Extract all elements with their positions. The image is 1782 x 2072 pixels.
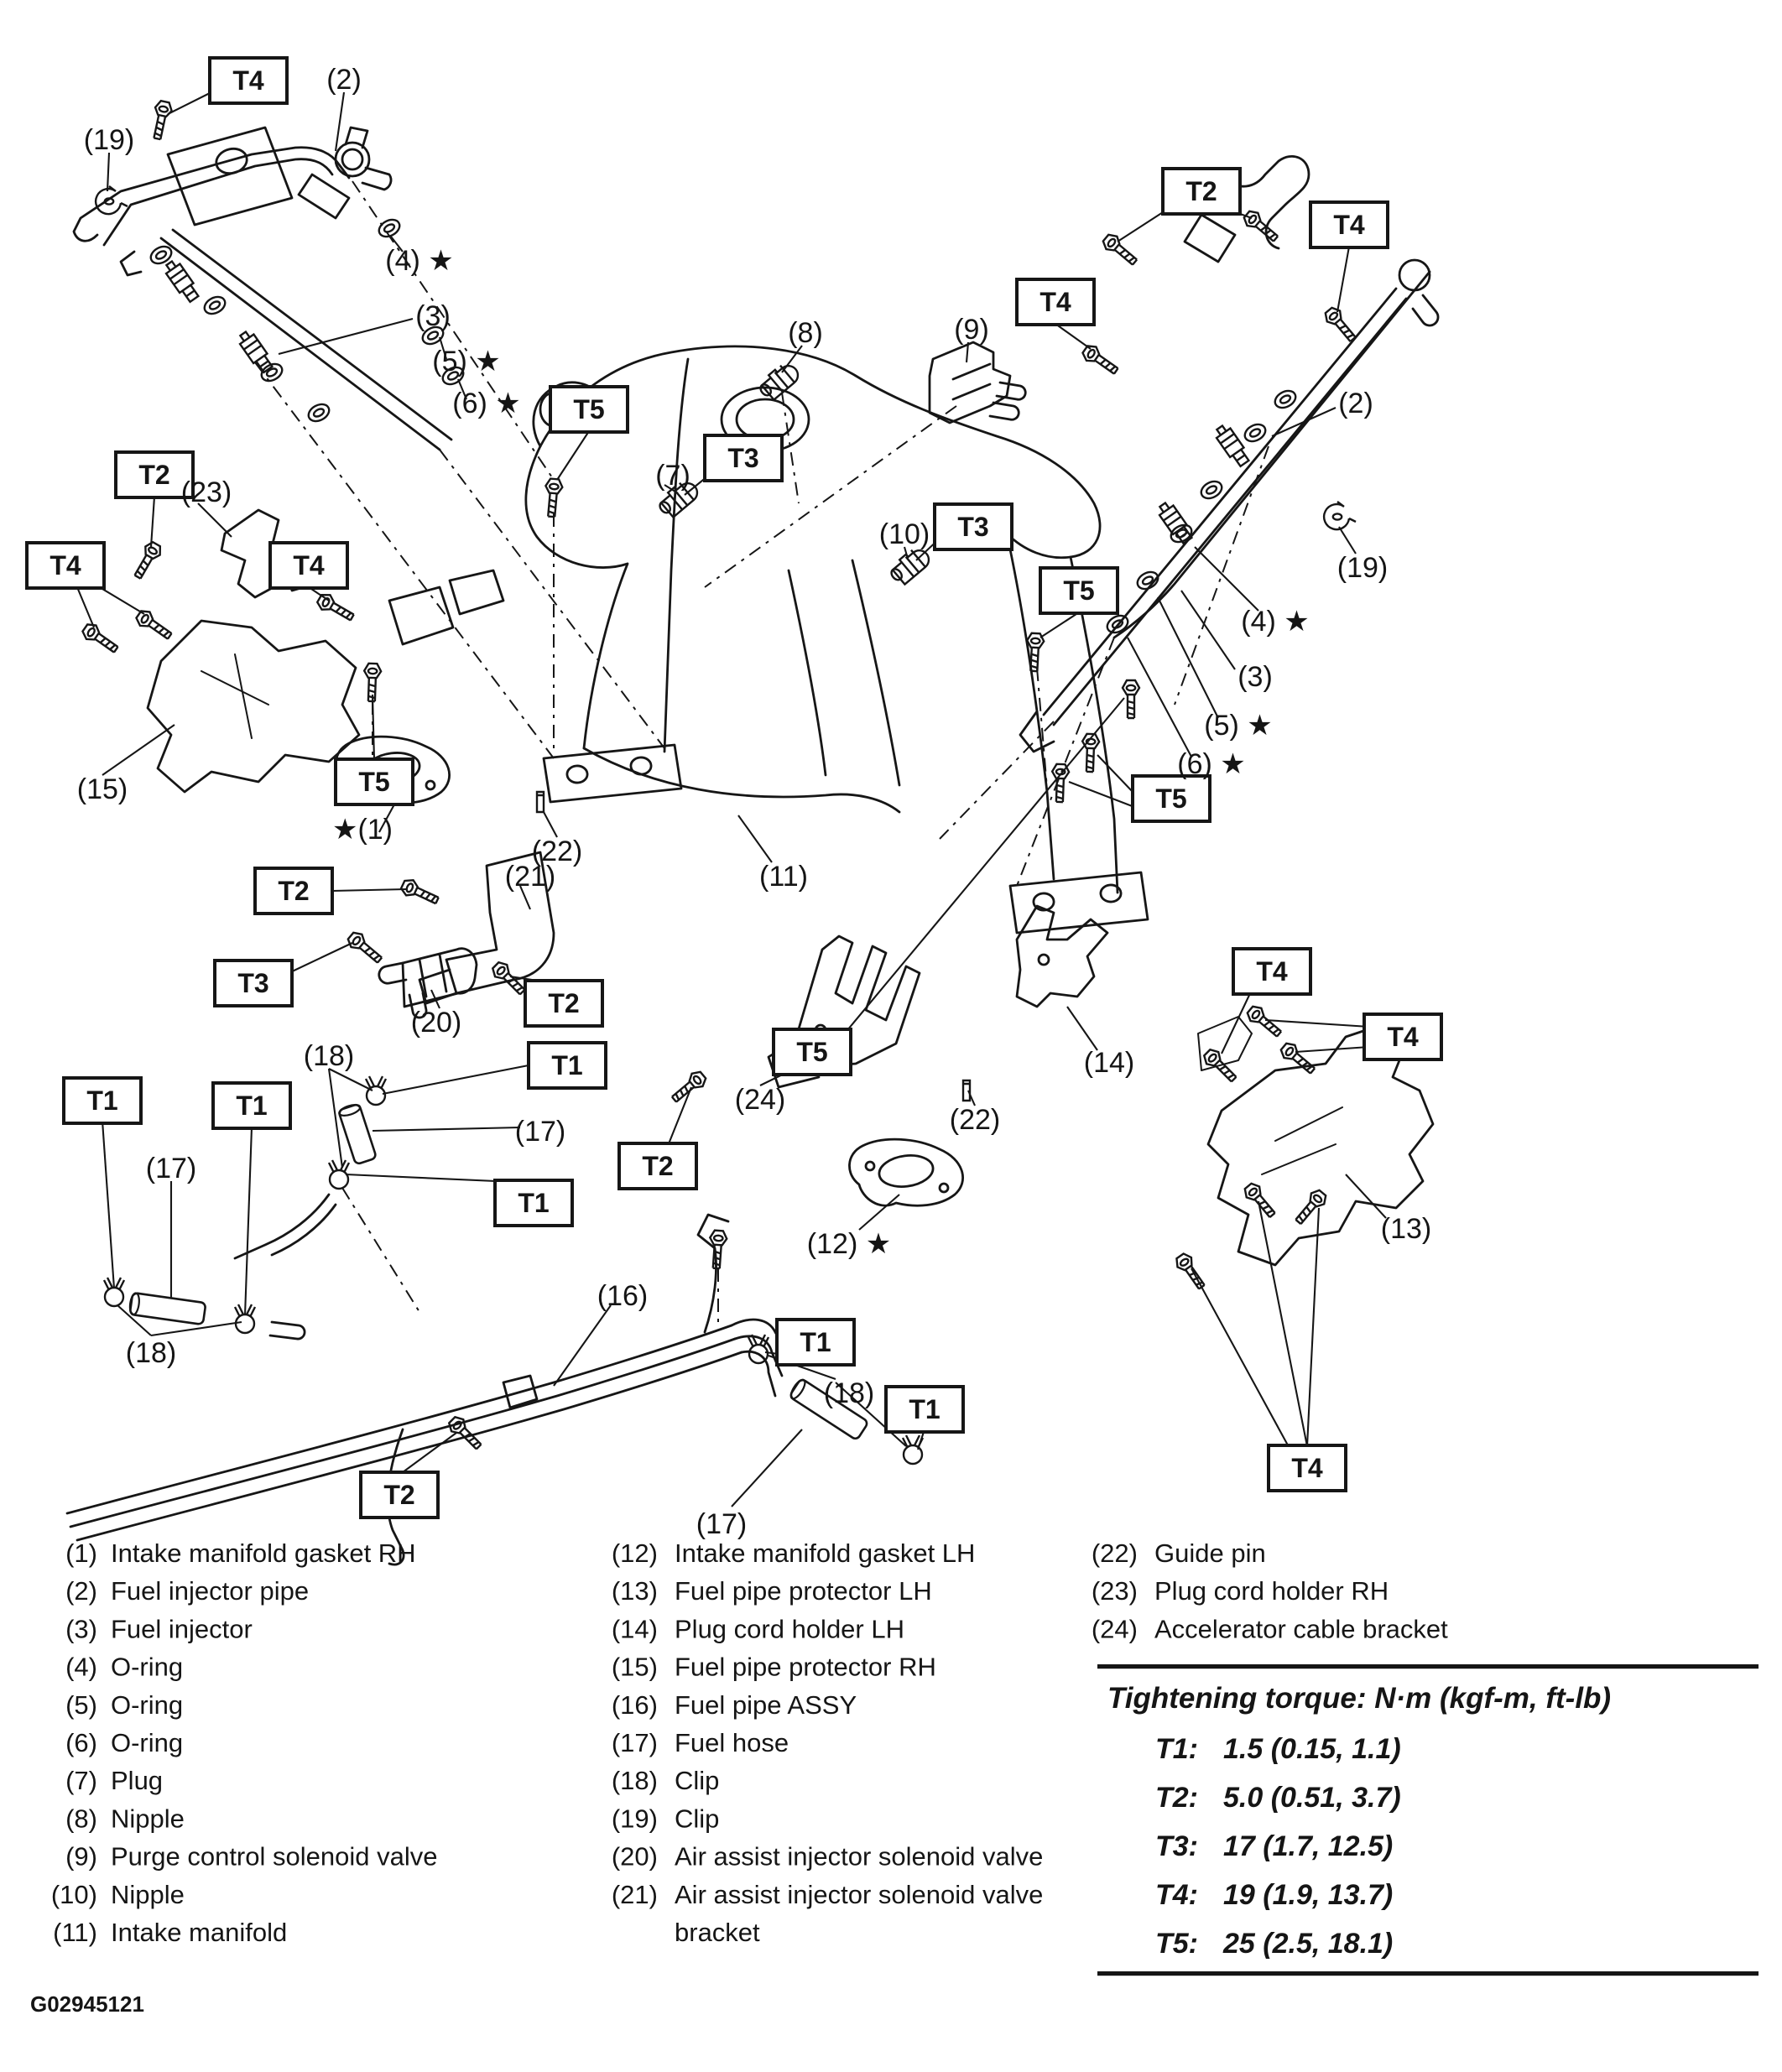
bolt-icon: [708, 1230, 727, 1268]
part-outline: [148, 621, 359, 792]
torque-row-label: T2:: [1155, 1782, 1198, 1814]
legend-item-number: (11): [53, 1918, 97, 1947]
legend-item-number: (3): [65, 1614, 97, 1644]
leader-line: [151, 497, 154, 547]
fuel-injector-part: [1212, 423, 1251, 468]
leader-line: [107, 153, 109, 191]
leader-line: [168, 92, 211, 114]
torque-spec-label: [1133, 776, 1210, 821]
legend-item-text: Intake manifold gasket LH: [675, 1538, 976, 1568]
part-callout: (23): [180, 476, 232, 508]
torque-spec-label: [270, 543, 347, 588]
torque-row-value: 17 (1.7, 12.5): [1223, 1830, 1394, 1862]
legend-item-text: O-ring: [111, 1689, 184, 1720]
bolt-icon: [315, 591, 357, 625]
part-outline: [1399, 260, 1438, 325]
torque-spec-label: [1233, 949, 1310, 994]
legend-item-text: Nipple: [111, 1804, 185, 1834]
torque-spec-label: [774, 1029, 851, 1075]
o-ring-part: [376, 216, 402, 240]
leader-line: [399, 1433, 456, 1475]
leader-line: [336, 92, 344, 151]
legend-item-number: (15): [611, 1652, 658, 1682]
part-outline: [121, 252, 141, 275]
torque-spec-text: T4: [232, 65, 264, 96]
legend-item-text: Intake manifold gasket RH: [111, 1538, 416, 1568]
leader-line: [544, 812, 557, 837]
part-callout: (3): [1238, 661, 1273, 693]
part-callout: (14): [1083, 1047, 1135, 1079]
torque-spec-text: T2: [1185, 176, 1217, 206]
torque-spec-label: [213, 1083, 290, 1128]
torque-spec-text: T1: [86, 1085, 118, 1116]
part-outline: [1198, 1017, 1342, 1174]
guide-pin-part: [963, 1080, 970, 1101]
legend-item-number: (14): [611, 1614, 658, 1644]
torque-spec-text: T1: [518, 1188, 550, 1218]
leader-line: [738, 815, 772, 862]
legend-item-text: Purge control solenoid valve: [111, 1841, 438, 1872]
part-callout: (12) ★: [806, 1228, 892, 1260]
torque-spec-text: T1: [236, 1091, 268, 1121]
torque-row-value: 19 (1.9, 13.7): [1223, 1879, 1394, 1911]
part-outline: [270, 1322, 305, 1339]
part-callout: (18): [823, 1377, 875, 1409]
leader-line: [557, 431, 589, 480]
part-outline: [389, 570, 503, 644]
part-callout: (15): [76, 773, 128, 805]
leader-line: [1097, 755, 1134, 794]
leader-line: [859, 1195, 899, 1230]
hose-clamp-part: [903, 1435, 923, 1464]
o-ring-part: [305, 401, 331, 424]
legend-item-text: Fuel pipe ASSY: [675, 1689, 857, 1720]
legend-item-number: (6): [65, 1728, 97, 1757]
o-ring-part: [201, 294, 227, 317]
bolt-icon: [399, 877, 440, 908]
torque-row-value: 5.0 (0.51, 3.7): [1223, 1782, 1401, 1814]
torque-spec-text: T4: [1387, 1022, 1419, 1052]
torque-spec-text: T5: [358, 767, 390, 797]
part-callout: (18): [303, 1040, 355, 1072]
torque-spec-text: T2: [278, 876, 310, 906]
leader-line: [289, 943, 352, 973]
torque-spec-text: T5: [573, 394, 605, 424]
torque-spec-text: T2: [642, 1151, 674, 1181]
legend-item-text: O-ring: [111, 1728, 184, 1757]
part-outline: [789, 560, 899, 785]
part-callout: (8): [788, 317, 823, 349]
torque-spec-label: [525, 981, 602, 1026]
torque-spec-text: T4: [1256, 956, 1288, 987]
torque-row-label: T4:: [1155, 1879, 1198, 1911]
part-callout: (6) ★: [452, 388, 521, 419]
bolt-icon: [1081, 734, 1100, 773]
leader-line: [198, 503, 232, 537]
leader-line: [668, 1087, 691, 1146]
leader-line: [117, 1305, 151, 1335]
dash-reference-line: [940, 721, 1054, 839]
torque-spec-label: [27, 543, 104, 588]
legend-item-text: Clip: [675, 1766, 720, 1796]
part-callout: (6) ★: [1177, 748, 1246, 780]
figure-id: G02945121: [30, 1991, 144, 2017]
legend-item-number: (4): [65, 1652, 97, 1682]
legend-item-text: Accelerator cable bracket: [1154, 1614, 1448, 1644]
legend-item-number: (17): [611, 1728, 658, 1757]
part-outline: [866, 1155, 948, 1192]
torque-table-bottom-rule: [1097, 1971, 1759, 1976]
part-callout: (22): [531, 836, 583, 867]
o-ring-part: [1198, 478, 1224, 502]
torque-row-label: T1:: [1155, 1733, 1198, 1765]
part-callout: (4) ★: [385, 245, 454, 277]
part-callout: (2): [326, 64, 362, 96]
torque-spec-label: [886, 1387, 963, 1432]
leader-line: [1346, 1174, 1386, 1218]
part-line-art: [67, 128, 1438, 1564]
o-ring-part: [1134, 569, 1160, 592]
legend-item-text: Fuel hose: [675, 1728, 789, 1757]
leader-line: [245, 1127, 252, 1315]
fuel-injector-part: [236, 329, 274, 374]
torque-spec-label: [215, 961, 292, 1006]
torque-spec-label: [1040, 568, 1118, 613]
fuel-hose-part: [128, 1293, 206, 1325]
part-callout: (17): [514, 1116, 566, 1148]
leader-line: [373, 1127, 520, 1131]
torque-spec-text: T1: [551, 1050, 583, 1080]
legend-item-number: (5): [65, 1689, 97, 1720]
torque-spec-text: T1: [800, 1327, 831, 1357]
part-outline: [299, 174, 349, 218]
fuel-hose-part: [338, 1103, 377, 1165]
torque-spec-text: T3: [727, 443, 759, 473]
legend-item-number: (23): [1091, 1576, 1138, 1606]
leader-line: [1295, 1047, 1369, 1052]
torque-spec-text: T2: [383, 1480, 415, 1510]
hose-clamp-part: [748, 1335, 769, 1363]
torque-spec-label: [64, 1078, 141, 1123]
legend-item-number: (20): [611, 1841, 658, 1872]
leader-line: [1069, 782, 1134, 807]
hose-clamp-part: [329, 1160, 349, 1189]
torque-spec-label: [1364, 1014, 1441, 1059]
legend-item-number: (22): [1091, 1538, 1138, 1568]
torque-spec-label: [255, 868, 332, 914]
dash-reference-line: [342, 1188, 419, 1312]
leader-line: [1067, 1007, 1097, 1050]
torque-spec-label: [210, 58, 287, 103]
legend-item-text: Clip: [675, 1804, 720, 1834]
part-callout: (13): [1380, 1213, 1432, 1245]
part-callout: (11): [759, 861, 808, 893]
part-callout: (21): [504, 861, 556, 893]
bolt-icon: [81, 621, 121, 656]
legend-item-text: Fuel pipe protector LH: [675, 1576, 932, 1606]
part-callout: (9): [954, 314, 989, 346]
torque-row-value: 25 (2.5, 18.1): [1223, 1928, 1394, 1960]
torque-row-label: T3:: [1155, 1830, 1198, 1862]
legend-item-number: (13): [611, 1576, 658, 1606]
leader-line: [383, 1065, 529, 1094]
part-outline: [1185, 215, 1235, 262]
torque-row-value: 1.5 (0.15, 1.1): [1223, 1733, 1401, 1765]
part-callout: (2): [1338, 388, 1373, 419]
leader-line: [839, 698, 1124, 1040]
legend-item-number: (12): [611, 1538, 658, 1568]
torque-spec-label: [529, 1043, 606, 1088]
torque-table-top-rule: [1097, 1664, 1759, 1669]
torque-spec-text: T2: [138, 460, 170, 490]
legend-item-number: (18): [611, 1766, 658, 1796]
torque-label-boxes: [27, 58, 1441, 1518]
torque-spec-label: [550, 387, 628, 432]
part-outline: [584, 748, 899, 812]
torque-spec-text: T5: [796, 1037, 828, 1067]
torque-spec-label: [777, 1320, 854, 1365]
legend-item-number: (8): [65, 1804, 97, 1834]
part-callout: (19): [1336, 552, 1389, 584]
leader-line: [102, 1121, 114, 1288]
torque-spec-label: [705, 435, 782, 481]
torque-spec-label: [935, 504, 1012, 549]
legend-item-text-wrap: bracket: [675, 1918, 760, 1947]
legend-item-text: Nipple: [111, 1879, 185, 1909]
legend-item-text: Air assist injector solenoid valve: [675, 1841, 1044, 1872]
legend-item-number: (19): [611, 1804, 658, 1834]
part-callout: (24): [734, 1084, 786, 1116]
torque-row-label: T5:: [1155, 1928, 1198, 1960]
legend-item-text: Intake manifold: [111, 1918, 288, 1947]
part-outline: [1017, 906, 1107, 1007]
leader-line: [1339, 527, 1356, 554]
torque-spec-text: T5: [1063, 575, 1095, 606]
legend-item-text: O-ring: [111, 1652, 184, 1682]
torque-spec-text: T3: [957, 512, 989, 542]
torque-table-title: Tightening torque: N·m (kgf-m, ft-lb): [1107, 1682, 1612, 1715]
leader-line: [1040, 612, 1079, 638]
legend-item-text: Plug cord holder LH: [675, 1614, 904, 1644]
legend-item-number: (9): [65, 1841, 97, 1872]
bolt-icon: [1101, 232, 1140, 268]
part-outline: [235, 1195, 336, 1258]
leader-line: [77, 587, 94, 627]
leader-line: [1337, 247, 1349, 312]
torque-spec-text: T4: [1291, 1453, 1323, 1483]
part-callout: (3): [415, 300, 451, 332]
hose-clamp-part: [366, 1076, 386, 1105]
leader-line: [1181, 591, 1235, 669]
bolt-icon: [1123, 680, 1139, 718]
legend-item-text: Plug: [111, 1766, 164, 1796]
torque-spec-text: T4: [1333, 210, 1365, 240]
torque-spec-label: [1163, 169, 1240, 214]
torque-spec-text: T4: [50, 550, 81, 580]
part-callout: (18): [125, 1337, 177, 1369]
bolt-icon: [130, 540, 164, 581]
part-outline: [336, 143, 369, 176]
legend-item-number: (16): [611, 1689, 658, 1720]
part-callout: (16): [597, 1280, 649, 1312]
torque-spec-text: T2: [548, 988, 580, 1018]
legend-item-text: Fuel injector pipe: [111, 1576, 310, 1606]
leader-line: [1307, 1208, 1319, 1446]
part-callout: (10): [878, 518, 930, 550]
torque-spec-label: [495, 1180, 572, 1226]
torque-spec-text: T3: [237, 968, 269, 998]
legend-item-text: Guide pin: [1154, 1538, 1266, 1568]
legend-item-text: Fuel pipe protector RH: [675, 1652, 936, 1682]
torque-spec-label: [1310, 202, 1388, 247]
bolt-icon: [669, 1069, 708, 1106]
bolt-icon: [346, 929, 385, 966]
torque-spec-text: T4: [1040, 287, 1071, 317]
dash-reference-line: [440, 450, 664, 748]
legend-item-number: (21): [611, 1879, 658, 1909]
leader-line: [1195, 547, 1258, 611]
torque-table: [1097, 1664, 1759, 1976]
leader-line: [1272, 408, 1336, 436]
torque-spec-text: T1: [909, 1394, 940, 1424]
part-outline: [201, 654, 268, 738]
part-callout: (17): [696, 1508, 748, 1540]
part-outline: [168, 128, 292, 225]
part-outline: [403, 949, 477, 1007]
part-outline: [849, 1139, 962, 1205]
torque-spec-label: [361, 1472, 438, 1518]
leader-line: [373, 695, 374, 760]
legend-item-text: Air assist injector solenoid valve: [675, 1879, 1044, 1909]
bolt-icon: [1292, 1188, 1329, 1227]
o-ring-part: [1272, 388, 1298, 411]
torque-spec-label: [336, 759, 413, 804]
legend-item-text: Fuel injector: [111, 1614, 253, 1644]
leader-line: [1128, 638, 1191, 757]
leader-line: [1055, 324, 1091, 349]
torque-spec-text: T4: [293, 550, 325, 580]
part-callout: ★(1): [331, 814, 393, 846]
bolt-icon: [149, 100, 174, 140]
part-outline: [1010, 872, 1148, 933]
legend-item-text: Plug cord holder RH: [1154, 1576, 1389, 1606]
torque-spec-label: [1269, 1445, 1346, 1491]
part-callout: (17): [145, 1153, 197, 1184]
legend-item-number: (24): [1091, 1614, 1138, 1644]
part-callout: (5) ★: [432, 346, 501, 377]
leader-line: [1158, 597, 1218, 718]
dash-reference-line: [352, 181, 554, 480]
torque-spec-label: [1017, 279, 1094, 325]
bolt-icon: [134, 607, 175, 643]
part-callout: (20): [410, 1007, 462, 1039]
bolt-icon: [1081, 342, 1121, 377]
part-callout: (4) ★: [1241, 606, 1310, 638]
legend-item-number: (2): [65, 1576, 97, 1606]
o-ring-part: [1242, 421, 1268, 445]
bolt-icon: [1322, 305, 1359, 345]
o-ring-part: [1168, 522, 1194, 545]
legend-item-number: (1): [65, 1538, 97, 1568]
bolt-icon: [1279, 1040, 1318, 1077]
leader-line: [332, 889, 406, 891]
part-callout: (19): [83, 124, 135, 156]
part-callout: (22): [949, 1104, 1001, 1136]
torque-spec-text: T5: [1155, 784, 1187, 814]
part-callout: (5) ★: [1204, 710, 1273, 742]
clip-part: [1324, 502, 1356, 529]
leader-line: [1265, 1020, 1369, 1027]
part-outline: [104, 159, 332, 245]
bolt-icon: [543, 478, 563, 518]
torque-spec-label: [619, 1143, 696, 1189]
part-outline: [540, 346, 1100, 558]
guide-pin-part: [537, 792, 544, 812]
bolt-icon: [1173, 1252, 1208, 1292]
part-outline: [953, 364, 990, 399]
part-callout: (7): [655, 460, 690, 492]
leader-line: [732, 1429, 802, 1507]
part-outline: [930, 342, 1010, 423]
part-outline: [544, 745, 681, 802]
legend-item-number: (7): [65, 1766, 97, 1796]
reference-dash-lines: [255, 181, 1269, 1322]
legend-item-number: (10): [50, 1879, 97, 1909]
leader-line: [102, 725, 175, 775]
